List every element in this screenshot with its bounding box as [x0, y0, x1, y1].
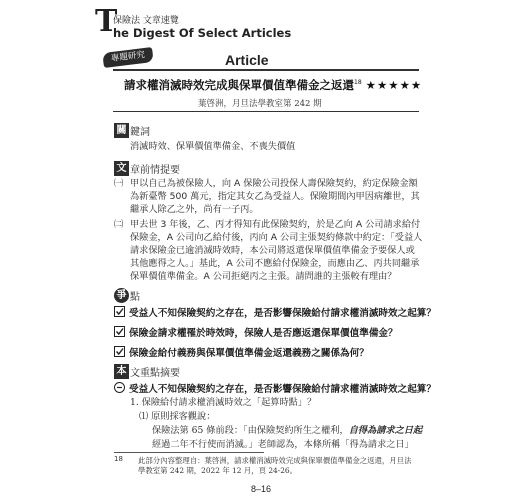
summary-item-2-line: 保險金，A 公司向乙給付後，丙向 A 公司主張契約條款中約定：「受益人 — [130, 232, 423, 243]
article-label: Article — [225, 52, 269, 68]
article-top-rule — [113, 69, 419, 71]
article-bottom-rule — [113, 111, 419, 112]
analysis-badge: 本 — [114, 364, 129, 379]
summary-item-1-line: 繼承人除乙之外，尚有一子丙。 — [130, 204, 259, 215]
summary-item-1-marker: ㈠ — [114, 178, 124, 189]
keywords-section-header — [114, 122, 150, 138]
issue-item: 受益人不知保險契約之存在，是否影響保險給付請求權消滅時效之起算？ — [114, 305, 436, 319]
issue-item: 保險金請求權罹於時效時，保險人是否應返還保單價值準備金？ — [114, 325, 398, 339]
summary-item-2-line: 甲去世 3 年後，乙、丙才得知有此保險契約，於是乙向 A 公司請求給付 — [130, 219, 421, 230]
header-initial: T — [95, 4, 118, 39]
header-title: he Digest Of Select Articles — [113, 26, 292, 40]
keywords-text: 消滅時效、保單價值準備金、不喪失價值 — [130, 141, 296, 152]
issues-label: 點 — [130, 291, 140, 303]
footnote-line: 學教室第 242 期，2022 年 12 月，頁 24-26。 — [138, 466, 298, 475]
analysis-label: 文重點摘要 — [130, 367, 180, 379]
summary-item-1-line: 為新臺幣 500 萬元，指定其女乙為受益人。保險期間內甲因病離世，其 — [130, 191, 420, 202]
footnote-number: 18 — [114, 455, 123, 463]
issues-section-header — [114, 287, 140, 303]
summary-label: 章前情提要 — [130, 164, 180, 176]
page-number: 8–16 — [251, 484, 272, 494]
keywords-badge: 關 — [114, 123, 129, 138]
star-rating: ★★★★★ — [365, 78, 423, 92]
special-study-tag: 專題研究 — [102, 47, 153, 68]
summary-item-1-line: 甲以自己為被保險人，向 A 保險公司投保人壽保險契約，約定保險金額 — [130, 178, 418, 189]
footnote-line: 此部分內容整理自：葉啓洲，請求權消滅時效完成與保單價值準備金之返還，月旦法 — [138, 456, 412, 465]
analysis-text-line-1: 保險法第 65 條前段：「由保險契約所生之權利，自得為請求之日起 — [152, 425, 423, 436]
summary-badge: 文 — [114, 161, 129, 176]
summary-item-2-marker: ㈡ — [114, 219, 124, 230]
issue-item: 保險金給付義務與保單價值準備金返還義務之關係為何？ — [114, 345, 369, 359]
summary-section-header — [114, 160, 180, 176]
square-check-icon — [114, 326, 126, 337]
issues-badge: 爭 — [114, 288, 129, 303]
summary-item-2-line: 請求保險金已逾消滅時效時，本公司將返還保單價值準備金予要保人或 — [130, 245, 415, 256]
footnote-rule — [114, 452, 264, 453]
law-emphasis: 自得為請求之日起 — [348, 425, 423, 436]
header-subtitle: 保險法 文章速覽 — [113, 16, 179, 26]
analysis-text-line-2: 經過二年不行使而消滅。」老師認為，本條所稱「得為請求之日」 — [152, 439, 414, 450]
square-check-icon — [114, 306, 126, 317]
footnote-ref: 18 — [354, 79, 362, 87]
square-check-icon — [114, 346, 126, 357]
analysis-sub2: ⑴ 原則採客觀說： — [139, 411, 216, 422]
summary-item-2-line: 其他應得之人。」基此，A 公司不應給付保險金，而應由乙、丙共同繼承 — [130, 258, 420, 269]
summary-item-2-line: 保單價值準備金。A 公司拒絕丙之主張。請問誰的主張較有理由？ — [130, 271, 397, 282]
analysis-sub1: 1. 保險給付請求權消滅時效之「起算時點」？ — [130, 397, 317, 408]
article-title: 請求權消滅時效完成與保單價值準備金之返還$^{18}$ ★★★★★ — [124, 78, 423, 92]
analysis-heading: 受益人不知保險契約之存在，是否影響保險給付請求權消滅時效之起算？ — [114, 381, 436, 395]
keywords-label: 鍵詞 — [130, 126, 150, 138]
article-author: 葉啓洲，月旦法學教室第 242 期 — [198, 99, 322, 109]
analysis-section-header — [114, 363, 180, 379]
circle-minus-icon — [114, 382, 126, 393]
